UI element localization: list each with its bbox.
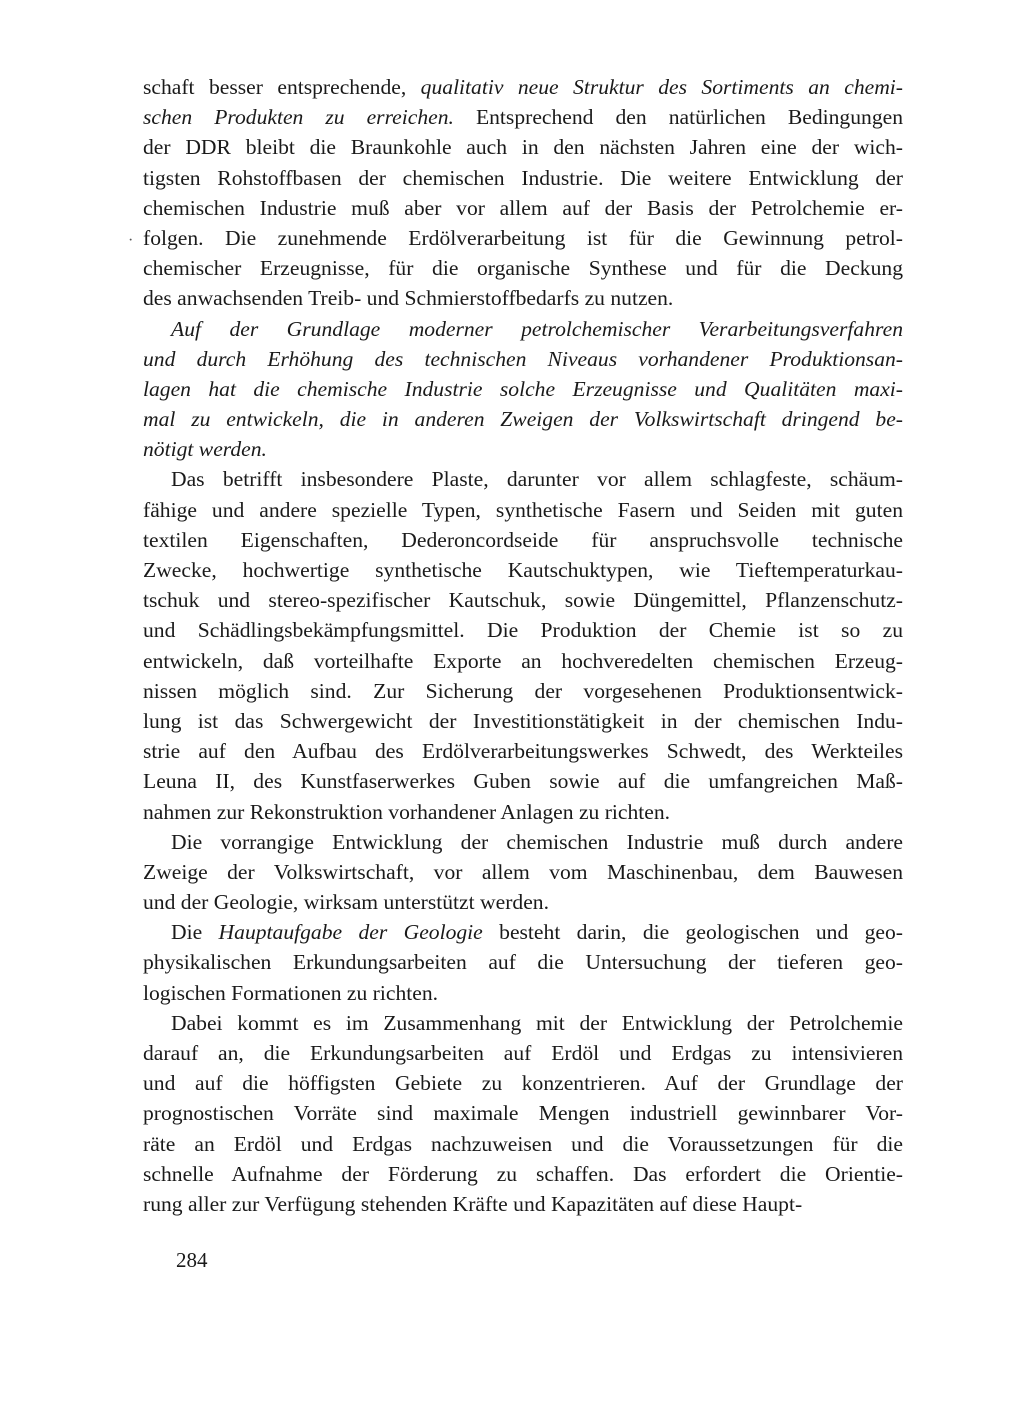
text-line — [143, 706, 903, 736]
italic-text: mal zu entwickeln, die in anderen Zweigen der Volkswirtschaft dringend be- — [143, 407, 903, 432]
text-line — [143, 314, 903, 344]
text-line — [143, 434, 903, 464]
paragraph — [143, 827, 903, 918]
text-run: Zweige der Volkswirtschaft, vor allem vom Maschinenbau, dem Bauwesen — [143, 859, 903, 884]
text-line — [143, 797, 903, 827]
text-run: tschuk und stereo-spezifischer Kautschuk, sowie Düngemittel, Pflanzenschutz- — [143, 588, 903, 613]
text-run: physikalischen Erkundungsarbeiten auf die Untersuchung der tieferen geo- — [143, 950, 903, 975]
text-line — [143, 1129, 903, 1159]
text-run: folgen. Die zunehmende Erdölverarbeitung ist für die Gewinnung petrol- — [143, 225, 903, 250]
text-run: besteht darin, die geologischen und geo- — [482, 920, 903, 945]
paragraph — [143, 1008, 903, 1219]
text-line — [143, 72, 903, 102]
text-line — [143, 132, 903, 162]
text-run: Das betrifft insbesondere Plaste, darunter vor allem schlagfeste, schäum- — [171, 467, 903, 492]
text-run: nahmen zur Rekonstruktion vorhandener Anlagen zu richten. — [143, 799, 671, 824]
text-line — [143, 1098, 903, 1128]
text-run: rung aller zur Verfügung stehenden Kräfte und Kapazitäten auf diese Haupt- — [143, 1191, 803, 1216]
text-line — [143, 374, 903, 404]
italic-text: Auf der Grundlage moderner petrolchemischer Verarbeitungsverfahren — [171, 316, 903, 341]
text-line — [143, 887, 903, 917]
text-run: Dabei kommt es im Zusammenhang mit der Entwicklung der Petrolchemie — [171, 1010, 903, 1035]
margin-mark: · — [128, 232, 134, 249]
text-line — [143, 947, 903, 977]
text-line — [143, 102, 903, 132]
page-number: 284 — [176, 1248, 208, 1272]
text-line — [143, 163, 903, 193]
text-run: schnelle Aufnahme der Förderung zu schaffen. Das erfordert die Orientie- — [143, 1161, 903, 1186]
text-run: Zwecke, hochwertige synthetische Kautschuktypen, wie Tieftemperaturkau- — [143, 558, 903, 582]
text-line — [143, 525, 903, 555]
italic-text: qualitativ neue Struktur des Sortiments an chemi- — [420, 75, 903, 99]
text-line — [143, 1008, 903, 1038]
text-run: der DDR bleibt die Braunkohle auch in den nächsten Jahren eine der wich- — [143, 135, 903, 160]
text-run: nissen möglich sind. Zur Sicherung der vorgesehenen Produktionsentwick- — [143, 678, 903, 703]
text-line — [143, 283, 903, 313]
text-run: Die vorrangige Entwicklung der chemischen Industrie muß durch andere — [171, 829, 903, 854]
italic-text: Hauptaufgabe der Geologie — [218, 920, 483, 945]
text-line — [143, 615, 903, 645]
text-run: Entsprechend den natürlichen Bedingungen — [453, 105, 903, 130]
text-run: entwickeln, daß vorteilhafte Exporte an hochveredelten chemischen Erzeug- — [143, 648, 903, 673]
text-line — [143, 1159, 903, 1189]
text-line — [143, 193, 903, 223]
text-line — [143, 766, 903, 796]
text-line — [143, 585, 903, 615]
text-run: des anwachsenden Treib- und Schmierstoffbedarfs zu nutzen. — [143, 286, 674, 311]
text-run: prognostischen Vorräte sind maximale Mengen industriell gewinnbarer Vor- — [143, 1101, 903, 1126]
text-line — [143, 646, 903, 676]
text-line — [143, 917, 903, 947]
text-run: und auf die höffigsten Gebiete zu konzentrieren. Auf der Grundlage der — [143, 1071, 903, 1096]
paragraph — [143, 314, 903, 465]
text-line — [143, 978, 903, 1008]
text-run: logischen Formationen zu richten. — [143, 980, 439, 1005]
text-run: lung ist das Schwergewicht der Investitionstätigkeit in der chemischen Indu- — [143, 708, 903, 733]
text-line — [143, 736, 903, 766]
italic-text: lagen hat die chemische Industrie solche Erzeugnisse und Qualitäten maxi- — [143, 376, 903, 401]
italic-text: und durch Erhöhung des technischen Niveaus vorhandener Produktionsan- — [143, 346, 903, 371]
text-line — [143, 464, 903, 494]
text-run: darauf an, die Erkundungsarbeiten auf Erdöl und Erdgas zu intensivieren — [143, 1041, 903, 1065]
text-run: schaft besser entsprechende, — [143, 75, 421, 99]
text-run: fähige und andere spezielle Typen, synthetische Fasern und Seiden mit guten — [143, 497, 903, 522]
paragraph — [143, 917, 903, 1008]
text-run: Leuna II, des Kunstfaserwerkes Guben sowie auf die umfangreichen Maß- — [143, 769, 903, 794]
text-line — [143, 223, 903, 253]
text-line — [143, 1189, 903, 1219]
text-line — [143, 495, 903, 525]
italic-text: nötigt werden. — [143, 437, 267, 462]
text-run: tigsten Rohstoffbasen der chemischen Industrie. Die weitere Entwicklung der — [143, 165, 903, 190]
text-line — [143, 253, 903, 283]
paragraph — [143, 72, 903, 314]
paragraph — [143, 464, 903, 826]
text-run: textilen Eigenschaften, Dederoncordseide für anspruchsvolle technische — [143, 527, 903, 552]
text-run: räte an Erdöl und Erdgas nachzuweisen und die Voraussetzungen für die — [143, 1131, 903, 1156]
text-line — [143, 676, 903, 706]
text-line — [143, 857, 903, 887]
italic-text: schen Produkten zu erreichen. — [143, 105, 454, 130]
text-run: chemischen Industrie muß aber vor allem auf der Basis der Petrolchemie er- — [143, 195, 903, 220]
text-run: chemischer Erzeugnisse, für die organische Synthese und für die Deckung — [143, 256, 903, 281]
text-line — [143, 1068, 903, 1098]
text-run: und Schädlingsbekämpfungsmittel. Die Produktion der Chemie ist so zu — [143, 618, 903, 643]
text-line — [143, 555, 903, 585]
text-run: und der Geologie, wirksam unterstützt werden. — [143, 890, 549, 915]
text-line — [143, 344, 903, 374]
text-line — [143, 404, 903, 434]
body-text — [143, 72, 903, 1219]
text-run: strie auf den Aufbau des Erdölverarbeitungswerkes Schwedt, des Werkteiles — [143, 739, 903, 764]
text-line — [143, 827, 903, 857]
text-run: Die — [171, 920, 219, 945]
text-line — [143, 1038, 903, 1068]
